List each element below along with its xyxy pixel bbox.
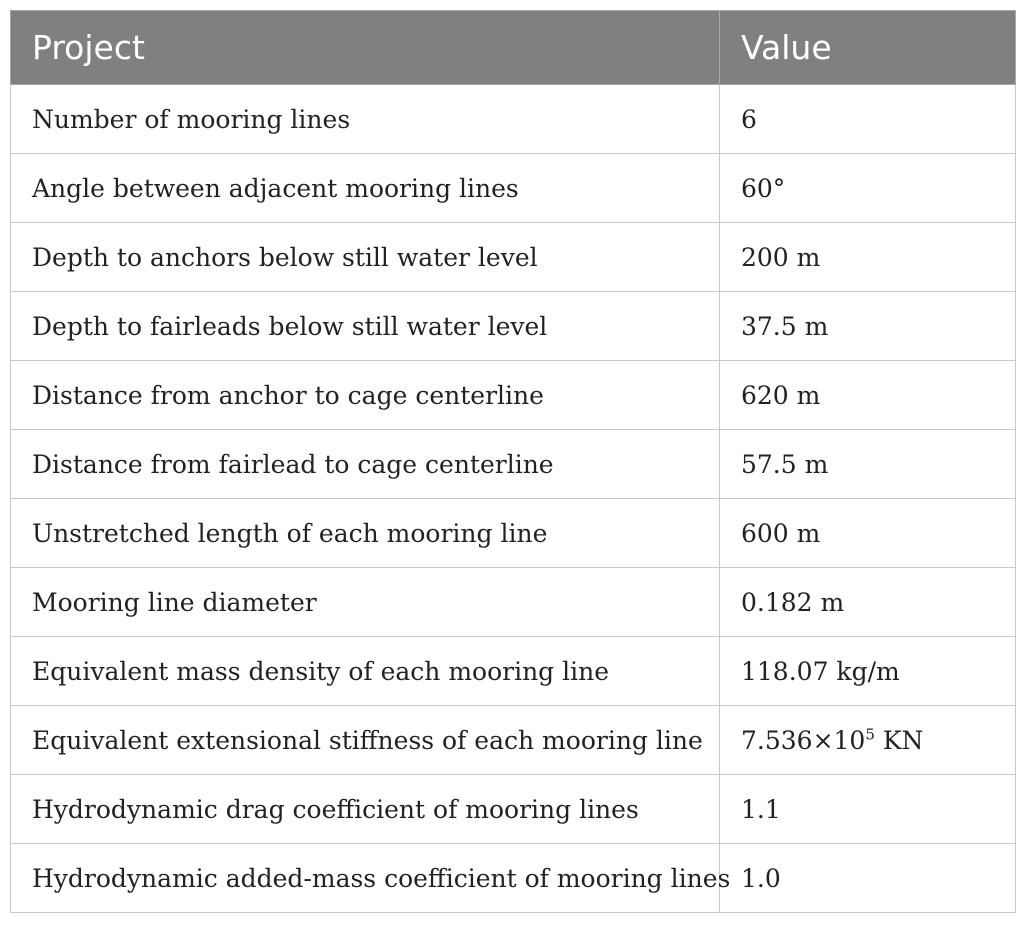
cell-value (720, 706, 1016, 775)
cell-project: Hydrodynamic added-mass coefficient of mooring lines (11, 844, 720, 913)
cell-value: 0.182 m (720, 568, 1016, 637)
table-row (11, 223, 1016, 292)
header-row (11, 11, 1016, 85)
table-row (11, 292, 1016, 361)
table-row (11, 568, 1016, 637)
cell-value: 57.5 m (720, 430, 1016, 499)
table-row (11, 706, 1016, 775)
mooring-parameters-table (10, 10, 1016, 913)
table-row (11, 85, 1016, 154)
cell-value: 1.0 (720, 844, 1016, 913)
cell-project: Mooring line diameter (11, 568, 720, 637)
table-body (11, 85, 1016, 913)
cell-project: Number of mooring lines (11, 85, 720, 154)
cell-project: Depth to anchors below still water level (11, 223, 720, 292)
cell-project: Distance from anchor to cage centerline (11, 361, 720, 430)
parameter-table-container (10, 10, 1015, 913)
table-header (11, 11, 1016, 85)
cell-project: Equivalent mass density of each mooring line (11, 637, 720, 706)
cell-value: 1.1 (720, 775, 1016, 844)
table-row (11, 361, 1016, 430)
cell-value: 200 m (720, 223, 1016, 292)
cell-project: Depth to fairleads below still water level (11, 292, 720, 361)
cell-value: 600 m (720, 499, 1016, 568)
table-row (11, 775, 1016, 844)
cell-project: Distance from fairlead to cage centerline (11, 430, 720, 499)
cell-value: 118.07 kg/m (720, 637, 1016, 706)
header-value: Value (720, 11, 1016, 85)
table-row (11, 637, 1016, 706)
header-project: Project (11, 11, 720, 85)
table-row (11, 430, 1016, 499)
cell-project: Angle between adjacent mooring lines (11, 154, 720, 223)
table-row (11, 844, 1016, 913)
cell-value: 620 m (720, 361, 1016, 430)
cell-value: 37.5 m (720, 292, 1016, 361)
cell-project: Equivalent extensional stiffness of each mooring line (11, 706, 720, 775)
cell-project: Unstretched length of each mooring line (11, 499, 720, 568)
cell-project: Hydrodynamic drag coefficient of mooring lines (11, 775, 720, 844)
value-exponent: 5 (865, 725, 875, 744)
value-base: 7.536×10 (741, 725, 866, 755)
table-row (11, 499, 1016, 568)
table-row (11, 154, 1016, 223)
value-unit: KN (874, 725, 924, 755)
cell-value: 6 (720, 85, 1016, 154)
cell-value: 60° (720, 154, 1016, 223)
